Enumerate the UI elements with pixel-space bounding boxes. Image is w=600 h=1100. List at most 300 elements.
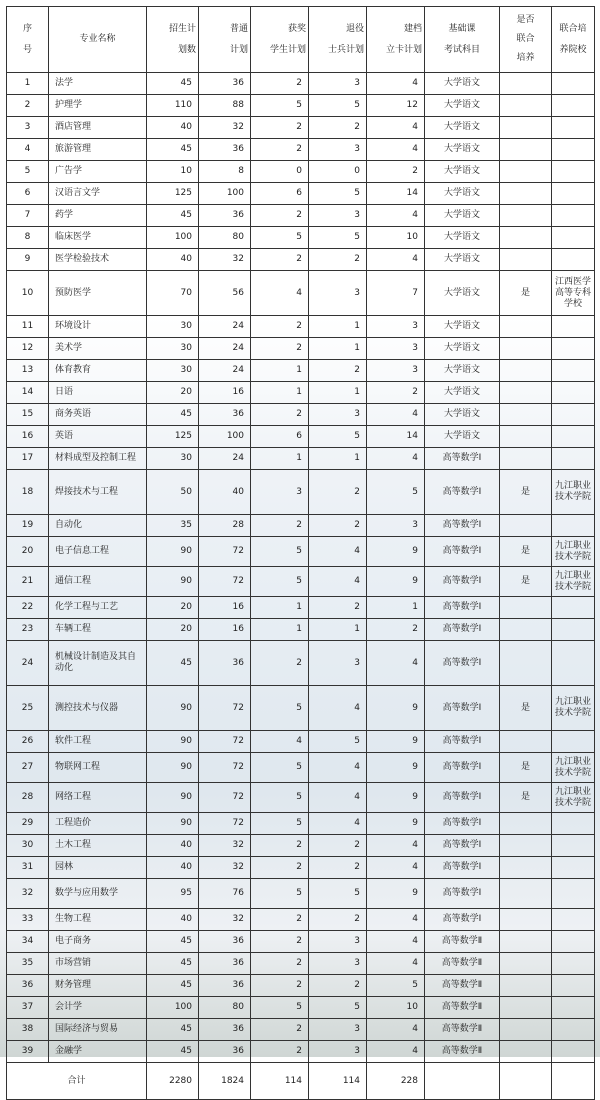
row-subject: 大学语文	[425, 139, 500, 161]
row-subject: 大学语文	[425, 271, 500, 316]
row-uni: 九江职业技术学院	[552, 753, 595, 783]
row-award: 5	[251, 227, 309, 249]
row-name: 园林	[49, 857, 147, 879]
row-name: 药学	[49, 205, 147, 227]
row-name: 广告学	[49, 161, 147, 183]
row-poor: 9	[367, 731, 425, 753]
row-award: 1	[251, 448, 309, 470]
row-name: 旅游管理	[49, 139, 147, 161]
row-uni: 江西医学高等专科学校	[552, 271, 595, 316]
row-uni	[552, 835, 595, 857]
row-coop	[500, 95, 552, 117]
row-poor: 7	[367, 271, 425, 316]
table-row	[7, 271, 595, 316]
row-total: 20	[147, 382, 199, 404]
row-regular: 36	[199, 205, 251, 227]
row-name: 工程造价	[49, 813, 147, 835]
table-row	[7, 567, 595, 597]
row-uni	[552, 515, 595, 537]
row-coop	[500, 183, 552, 205]
row-seq: 28	[7, 783, 49, 813]
row-subject: 高等数学Ⅰ	[425, 813, 500, 835]
row-award: 6	[251, 183, 309, 205]
row-total: 70	[147, 271, 199, 316]
row-coop	[500, 1019, 552, 1041]
table-row	[7, 470, 595, 515]
row-total: 110	[147, 95, 199, 117]
row-name: 体育教育	[49, 360, 147, 382]
row-regular: 36	[199, 1019, 251, 1041]
header-regular: 普通 计划	[199, 7, 251, 73]
row-seq: 9	[7, 249, 49, 271]
row-veteran: 2	[309, 857, 367, 879]
table-row	[7, 183, 595, 205]
row-award: 2	[251, 953, 309, 975]
row-veteran: 2	[309, 909, 367, 931]
row-award: 1	[251, 360, 309, 382]
row-veteran: 5	[309, 997, 367, 1019]
row-poor: 3	[367, 360, 425, 382]
row-total: 35	[147, 515, 199, 537]
row-veteran: 2	[309, 975, 367, 997]
row-poor: 2	[367, 161, 425, 183]
row-uni	[552, 360, 595, 382]
row-coop	[500, 161, 552, 183]
row-subject: 大学语文	[425, 73, 500, 95]
totals-empty-coop	[500, 1063, 552, 1100]
row-regular: 32	[199, 857, 251, 879]
row-seq: 14	[7, 382, 49, 404]
row-subject: 大学语文	[425, 316, 500, 338]
row-name: 软件工程	[49, 731, 147, 753]
table-row	[7, 686, 595, 731]
header-veteran: 退役 士兵计划	[309, 7, 367, 73]
totals-row	[7, 1063, 595, 1100]
row-subject: 高等数学Ⅰ	[425, 537, 500, 567]
row-regular: 32	[199, 117, 251, 139]
row-uni	[552, 117, 595, 139]
row-coop	[500, 619, 552, 641]
table-row	[7, 73, 595, 95]
row-subject: 高等数学Ⅰ	[425, 783, 500, 813]
row-award: 5	[251, 567, 309, 597]
row-regular: 72	[199, 567, 251, 597]
row-total: 90	[147, 783, 199, 813]
row-regular: 28	[199, 515, 251, 537]
row-name: 市场营销	[49, 953, 147, 975]
row-total: 45	[147, 1019, 199, 1041]
row-veteran: 1	[309, 338, 367, 360]
row-name: 车辆工程	[49, 619, 147, 641]
totals-label: 合计	[7, 1063, 147, 1100]
row-award: 4	[251, 731, 309, 753]
row-award: 5	[251, 997, 309, 1019]
row-seq: 31	[7, 857, 49, 879]
row-veteran: 3	[309, 73, 367, 95]
row-poor: 3	[367, 515, 425, 537]
row-coop: 是	[500, 537, 552, 567]
row-veteran: 5	[309, 426, 367, 448]
row-award: 1	[251, 382, 309, 404]
row-name: 电子信息工程	[49, 537, 147, 567]
row-total: 30	[147, 338, 199, 360]
row-uni	[552, 953, 595, 975]
row-total: 45	[147, 953, 199, 975]
row-poor: 9	[367, 537, 425, 567]
table-row	[7, 205, 595, 227]
row-coop	[500, 316, 552, 338]
row-veteran: 1	[309, 316, 367, 338]
table-row	[7, 731, 595, 753]
totals-veteran: 114	[309, 1063, 367, 1100]
row-seq: 2	[7, 95, 49, 117]
row-seq: 6	[7, 183, 49, 205]
row-seq: 38	[7, 1019, 49, 1041]
row-subject: 大学语文	[425, 249, 500, 271]
row-seq: 19	[7, 515, 49, 537]
row-uni	[552, 857, 595, 879]
row-poor: 4	[367, 249, 425, 271]
table-row	[7, 835, 595, 857]
row-poor: 1	[367, 597, 425, 619]
row-seq: 22	[7, 597, 49, 619]
table-row	[7, 1019, 595, 1041]
row-award: 1	[251, 597, 309, 619]
row-regular: 72	[199, 686, 251, 731]
row-regular: 40	[199, 470, 251, 515]
row-regular: 56	[199, 271, 251, 316]
row-poor: 5	[367, 975, 425, 997]
row-seq: 8	[7, 227, 49, 249]
row-award: 1	[251, 619, 309, 641]
row-poor: 3	[367, 338, 425, 360]
row-name: 日语	[49, 382, 147, 404]
row-uni	[552, 813, 595, 835]
row-veteran: 2	[309, 249, 367, 271]
row-veteran: 3	[309, 404, 367, 426]
row-award: 5	[251, 686, 309, 731]
row-seq: 17	[7, 448, 49, 470]
row-total: 40	[147, 249, 199, 271]
row-regular: 100	[199, 426, 251, 448]
header-total: 招生计 划数	[147, 7, 199, 73]
table-row	[7, 227, 595, 249]
row-subject: 高等数学Ⅰ	[425, 909, 500, 931]
table-row	[7, 117, 595, 139]
row-name: 环境设计	[49, 316, 147, 338]
row-veteran: 3	[309, 205, 367, 227]
table-row	[7, 879, 595, 909]
row-uni	[552, 879, 595, 909]
row-name: 材料成型及控制工程	[49, 448, 147, 470]
row-award: 2	[251, 338, 309, 360]
row-coop	[500, 1041, 552, 1063]
header-seq: 序 号	[7, 7, 49, 73]
row-award: 2	[251, 249, 309, 271]
row-coop	[500, 857, 552, 879]
row-seq: 1	[7, 73, 49, 95]
row-subject: 高等数学Ⅰ	[425, 641, 500, 686]
row-veteran: 5	[309, 731, 367, 753]
row-poor: 5	[367, 470, 425, 515]
row-seq: 3	[7, 117, 49, 139]
row-name: 测控技术与仪器	[49, 686, 147, 731]
row-poor: 4	[367, 448, 425, 470]
row-seq: 18	[7, 470, 49, 515]
row-name: 财务管理	[49, 975, 147, 997]
row-veteran: 4	[309, 813, 367, 835]
row-uni	[552, 448, 595, 470]
row-subject: 高等数学Ⅰ	[425, 857, 500, 879]
table-body	[7, 73, 595, 1063]
row-subject: 高等数学Ⅰ	[425, 879, 500, 909]
row-uni: 九江职业技术学院	[552, 686, 595, 731]
row-uni	[552, 316, 595, 338]
row-poor: 4	[367, 205, 425, 227]
row-name: 酒店管理	[49, 117, 147, 139]
row-name: 法学	[49, 73, 147, 95]
row-regular: 72	[199, 537, 251, 567]
table-row	[7, 1041, 595, 1063]
row-veteran: 2	[309, 835, 367, 857]
row-total: 45	[147, 139, 199, 161]
table-row	[7, 975, 595, 997]
row-regular: 16	[199, 597, 251, 619]
row-subject: 大学语文	[425, 227, 500, 249]
table-row	[7, 597, 595, 619]
row-veteran: 3	[309, 139, 367, 161]
row-veteran: 1	[309, 448, 367, 470]
row-veteran: 5	[309, 227, 367, 249]
row-regular: 32	[199, 249, 251, 271]
row-total: 125	[147, 426, 199, 448]
row-subject: 高等数学Ⅰ	[425, 470, 500, 515]
row-seq: 5	[7, 161, 49, 183]
row-award: 5	[251, 95, 309, 117]
row-veteran: 4	[309, 783, 367, 813]
enrollment-plan-table	[6, 6, 595, 1100]
row-award: 2	[251, 404, 309, 426]
table-row	[7, 139, 595, 161]
row-total: 90	[147, 537, 199, 567]
row-regular: 36	[199, 931, 251, 953]
row-uni: 九江职业技术学院	[552, 567, 595, 597]
row-coop	[500, 975, 552, 997]
row-name: 英语	[49, 426, 147, 448]
row-coop	[500, 879, 552, 909]
row-poor: 4	[367, 641, 425, 686]
row-uni	[552, 1041, 595, 1063]
row-total: 90	[147, 753, 199, 783]
row-total: 10	[147, 161, 199, 183]
row-subject: 大学语文	[425, 95, 500, 117]
row-subject: 大学语文	[425, 183, 500, 205]
row-poor: 4	[367, 73, 425, 95]
row-uni	[552, 619, 595, 641]
row-poor: 4	[367, 117, 425, 139]
row-regular: 80	[199, 997, 251, 1019]
row-coop	[500, 731, 552, 753]
row-seq: 16	[7, 426, 49, 448]
row-uni: 九江职业技术学院	[552, 783, 595, 813]
row-seq: 15	[7, 404, 49, 426]
row-regular: 24	[199, 448, 251, 470]
row-subject: 高等数学Ⅱ	[425, 931, 500, 953]
row-regular: 24	[199, 316, 251, 338]
row-subject: 大学语文	[425, 404, 500, 426]
row-name: 化学工程与工艺	[49, 597, 147, 619]
row-subject: 高等数学Ⅰ	[425, 515, 500, 537]
row-veteran: 3	[309, 953, 367, 975]
row-coop	[500, 227, 552, 249]
row-coop	[500, 597, 552, 619]
row-uni: 九江职业技术学院	[552, 537, 595, 567]
row-seq: 32	[7, 879, 49, 909]
row-subject: 高等数学Ⅰ	[425, 619, 500, 641]
row-subject: 高等数学Ⅱ	[425, 975, 500, 997]
row-poor: 9	[367, 567, 425, 597]
row-award: 4	[251, 271, 309, 316]
row-subject: 高等数学Ⅰ	[425, 753, 500, 783]
row-name: 机械设计制造及其自动化	[49, 641, 147, 686]
row-award: 2	[251, 1041, 309, 1063]
row-total: 30	[147, 360, 199, 382]
row-total: 100	[147, 997, 199, 1019]
row-total: 100	[147, 227, 199, 249]
row-uni: 九江职业技术学院	[552, 470, 595, 515]
row-award: 2	[251, 909, 309, 931]
header-name: 专业名称	[49, 7, 147, 73]
row-coop: 是	[500, 753, 552, 783]
row-seq: 39	[7, 1041, 49, 1063]
row-seq: 29	[7, 813, 49, 835]
row-seq: 30	[7, 835, 49, 857]
row-coop: 是	[500, 783, 552, 813]
row-coop	[500, 338, 552, 360]
row-poor: 12	[367, 95, 425, 117]
row-name: 国际经济与贸易	[49, 1019, 147, 1041]
row-award: 5	[251, 537, 309, 567]
table-row	[7, 813, 595, 835]
row-award: 2	[251, 1019, 309, 1041]
table-row	[7, 857, 595, 879]
row-subject: 大学语文	[425, 117, 500, 139]
row-poor: 4	[367, 953, 425, 975]
row-name: 美术学	[49, 338, 147, 360]
row-name: 焊接技术与工程	[49, 470, 147, 515]
row-award: 2	[251, 515, 309, 537]
row-uni	[552, 404, 595, 426]
row-award: 2	[251, 931, 309, 953]
table-row	[7, 95, 595, 117]
row-veteran: 2	[309, 117, 367, 139]
row-award: 5	[251, 753, 309, 783]
table-row	[7, 426, 595, 448]
row-uni	[552, 641, 595, 686]
row-regular: 72	[199, 783, 251, 813]
row-name: 临床医学	[49, 227, 147, 249]
row-uni	[552, 338, 595, 360]
row-poor: 4	[367, 835, 425, 857]
row-subject: 高等数学Ⅱ	[425, 953, 500, 975]
row-seq: 13	[7, 360, 49, 382]
row-uni	[552, 597, 595, 619]
totals-regular: 1824	[199, 1063, 251, 1100]
row-poor: 4	[367, 404, 425, 426]
row-poor: 4	[367, 857, 425, 879]
row-coop	[500, 641, 552, 686]
row-veteran: 4	[309, 567, 367, 597]
row-regular: 36	[199, 73, 251, 95]
row-subject: 高等数学Ⅰ	[425, 835, 500, 857]
row-veteran: 2	[309, 515, 367, 537]
row-regular: 72	[199, 753, 251, 783]
row-seq: 10	[7, 271, 49, 316]
row-veteran: 1	[309, 619, 367, 641]
row-award: 2	[251, 857, 309, 879]
row-regular: 32	[199, 909, 251, 931]
table-row	[7, 619, 595, 641]
row-subject: 大学语文	[425, 426, 500, 448]
row-coop	[500, 835, 552, 857]
row-award: 3	[251, 470, 309, 515]
row-coop	[500, 448, 552, 470]
row-coop	[500, 139, 552, 161]
table-row	[7, 448, 595, 470]
row-regular: 36	[199, 975, 251, 997]
row-uni	[552, 975, 595, 997]
row-veteran: 4	[309, 686, 367, 731]
row-seq: 35	[7, 953, 49, 975]
row-subject: 高等数学Ⅰ	[425, 731, 500, 753]
row-regular: 72	[199, 813, 251, 835]
table-row	[7, 360, 595, 382]
row-uni	[552, 227, 595, 249]
row-uni	[552, 382, 595, 404]
row-veteran: 3	[309, 1019, 367, 1041]
row-total: 90	[147, 567, 199, 597]
row-coop	[500, 931, 552, 953]
row-coop	[500, 909, 552, 931]
row-coop	[500, 997, 552, 1019]
header-coop: 是否 联合 培养	[500, 7, 552, 73]
row-veteran: 3	[309, 1041, 367, 1063]
table-row	[7, 909, 595, 931]
row-award: 2	[251, 139, 309, 161]
totals-award: 114	[251, 1063, 309, 1100]
row-poor: 2	[367, 382, 425, 404]
row-coop	[500, 360, 552, 382]
row-seq: 23	[7, 619, 49, 641]
row-award: 2	[251, 117, 309, 139]
row-poor: 9	[367, 686, 425, 731]
row-poor: 14	[367, 183, 425, 205]
row-award: 6	[251, 426, 309, 448]
row-subject: 高等数学Ⅰ	[425, 597, 500, 619]
row-name: 金融学	[49, 1041, 147, 1063]
row-coop: 是	[500, 567, 552, 597]
row-name: 医学检验技术	[49, 249, 147, 271]
row-name: 汉语言文学	[49, 183, 147, 205]
totals-empty-uni	[552, 1063, 595, 1100]
row-total: 45	[147, 641, 199, 686]
row-name: 电子商务	[49, 931, 147, 953]
row-name: 护理学	[49, 95, 147, 117]
row-subject: 高等数学Ⅱ	[425, 997, 500, 1019]
header-poor: 建档 立卡计划	[367, 7, 425, 73]
row-total: 30	[147, 448, 199, 470]
row-uni	[552, 95, 595, 117]
